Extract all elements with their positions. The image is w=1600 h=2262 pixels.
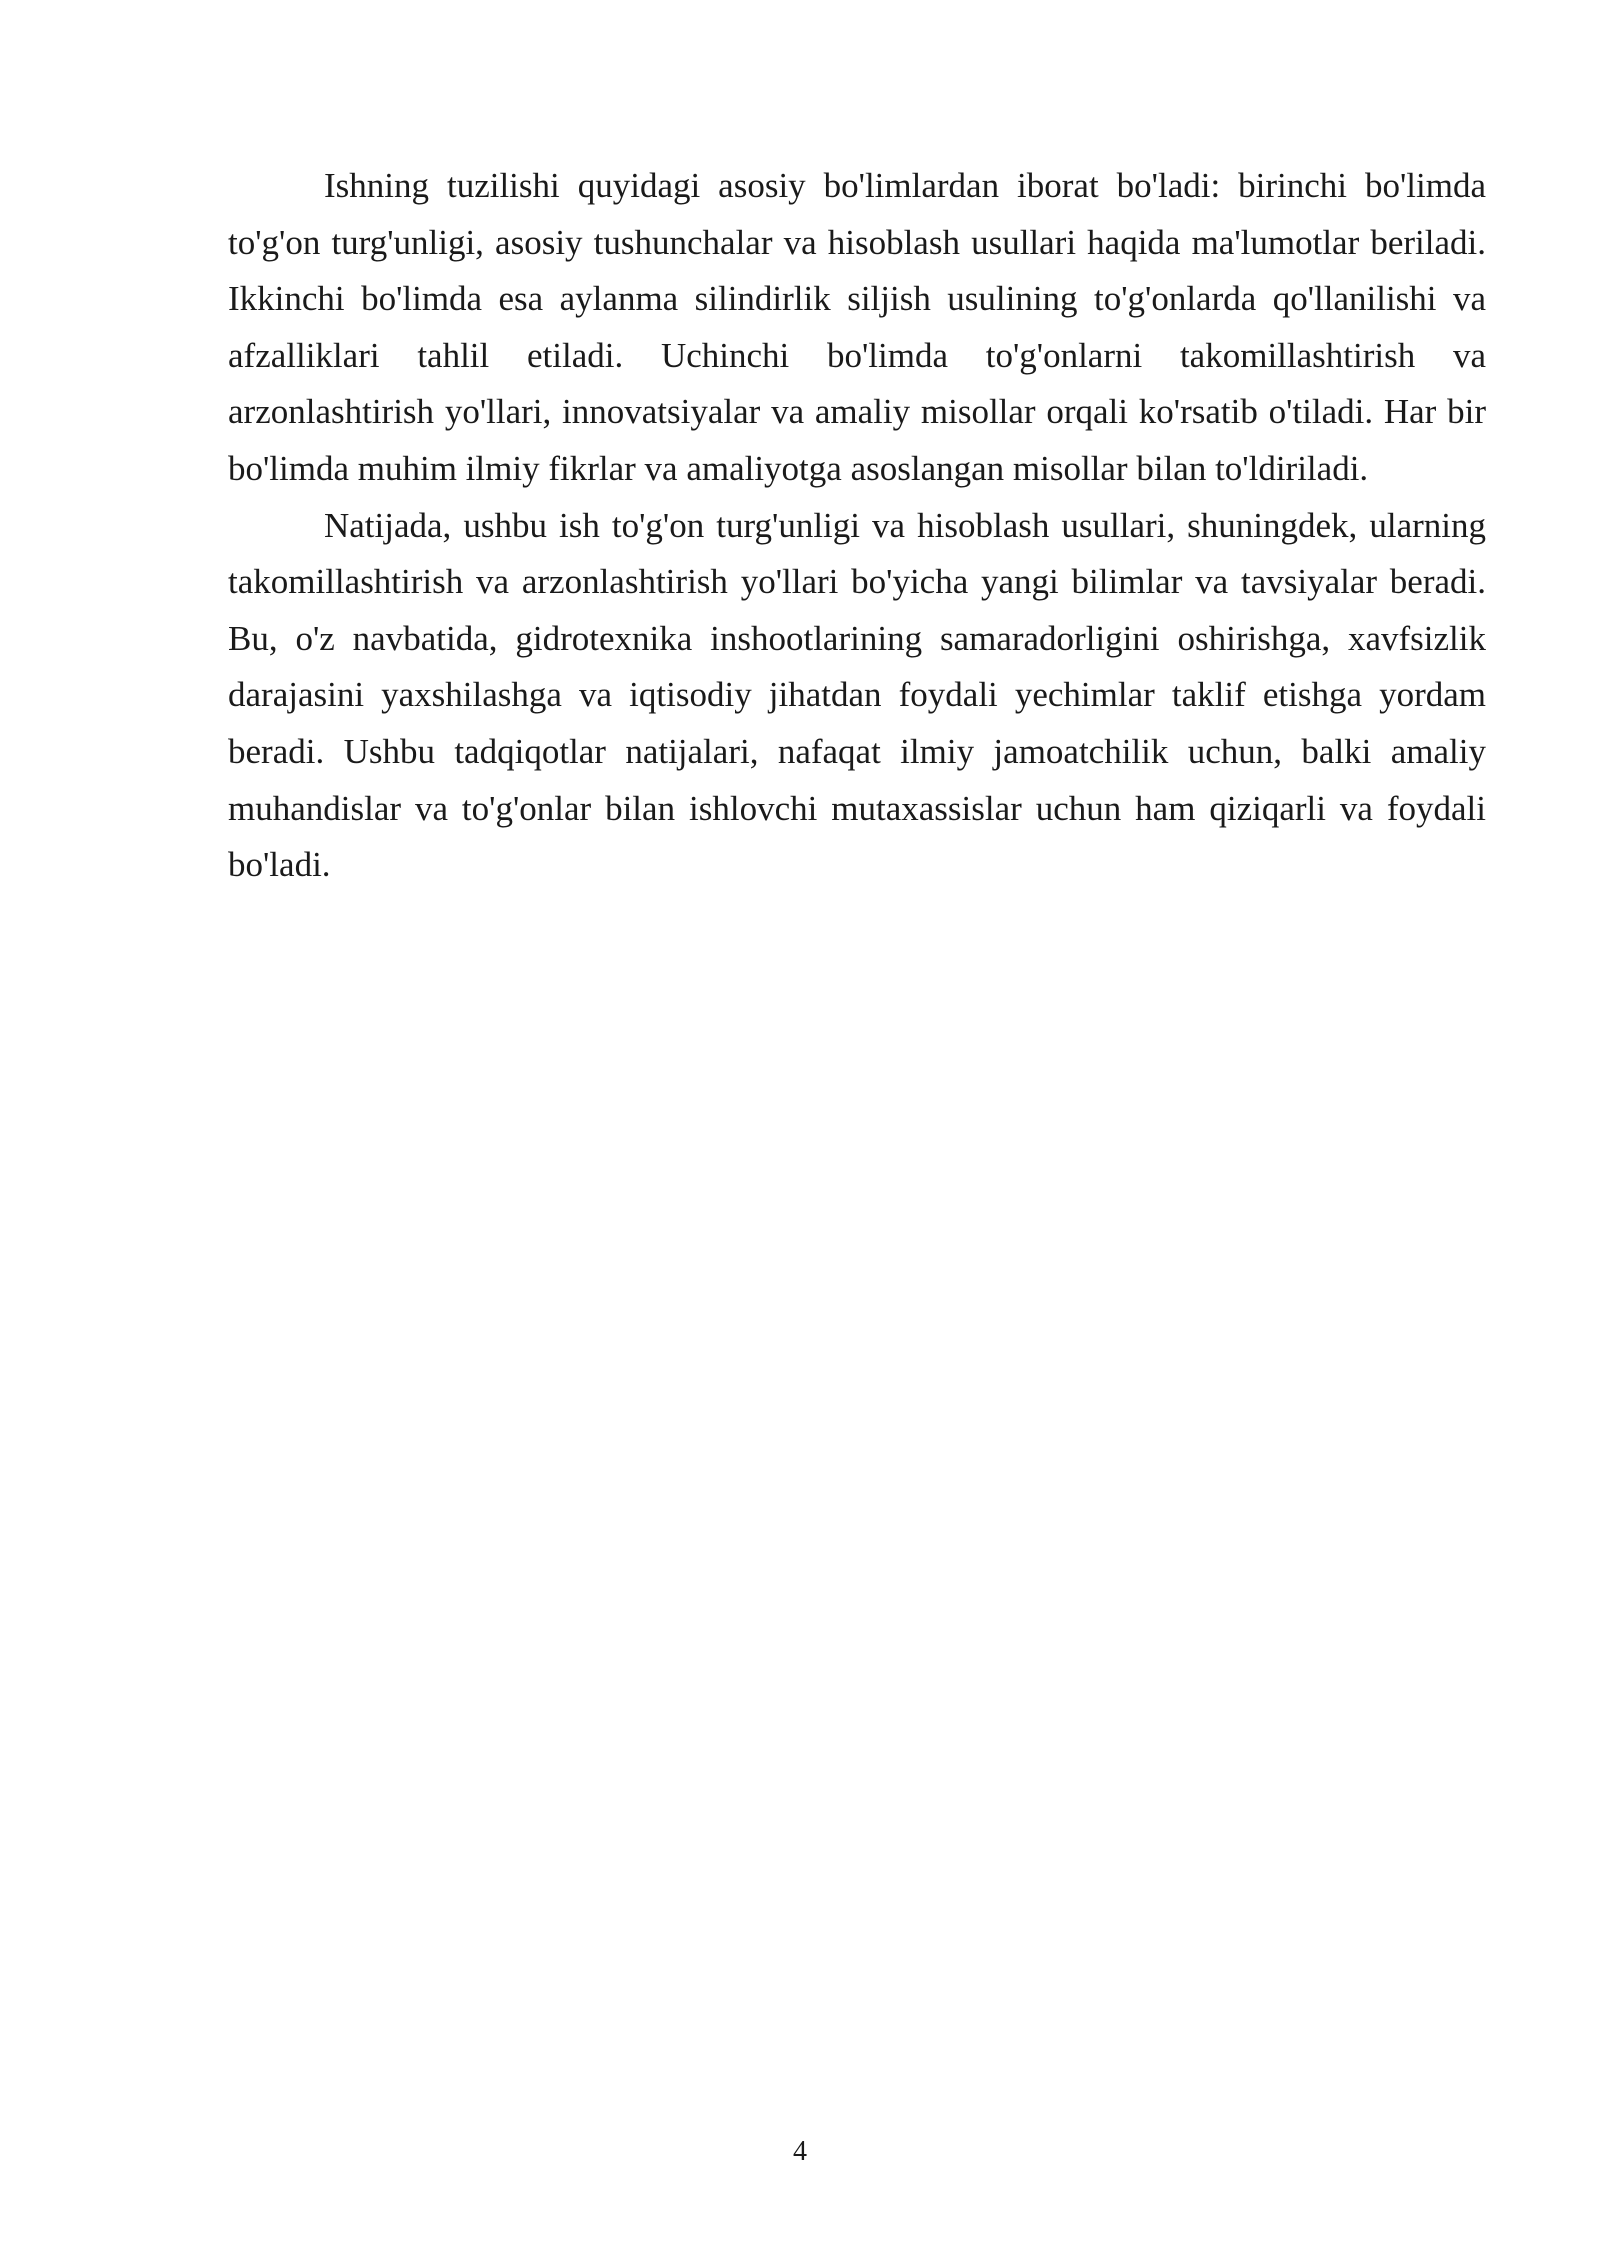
paragraph-structure: Ishning tuzilishi quyidagi asosiy bo'limlardan iborat bo'ladi: birinchi bo'limda to'g'on turg'unligi, asosiy tushunchalar va hisoblash usullari haqida ma'lumotlar beriladi. Ikkinchi bo'limda esa aylanma silindirlik siljish usulining to'g'onlarda qo'llanilishi va afzalliklari tahlil etiladi. Uchinchi bo'limda to'g'onlarni takomillashtirish va arzonlashtirish yo'llari, innovatsiyalar va amaliy misollar orqali ko'rsatib o'tiladi. Har bir bo'limda muhim ilmiy fikrlar va amaliyotga asoslangan misollar bilan to'ldiriladi.: [228, 166, 1486, 488]
body-text: [228, 158, 1486, 894]
paragraph-conclusion: Natijada, ushbu ish to'g'on turg'unligi va hisoblash usullari, shuningdek, ularning takomillashtirish va arzonlashtirish yo'llari bo'yicha yangi bilimlar va tavsiyalar beradi. Bu, o'z navbatida, gidrotexnika inshootlarining samaradorligini oshirishga, xavfsizlik darajasini yaxshilashga va iqtisodiy jihatdan foydali yechimlar taklif etishga yordam beradi. Ushbu tadqiqotlar natijalari, nafaqat ilmiy jamoatchilik uchun, balki amaliy muhandislar va to'g'onlar bilan ishlovchi mutaxassislar uchun ham qiziqarli va foydali bo'ladi.: [228, 505, 1486, 885]
page-number: 4: [793, 2136, 807, 2167]
